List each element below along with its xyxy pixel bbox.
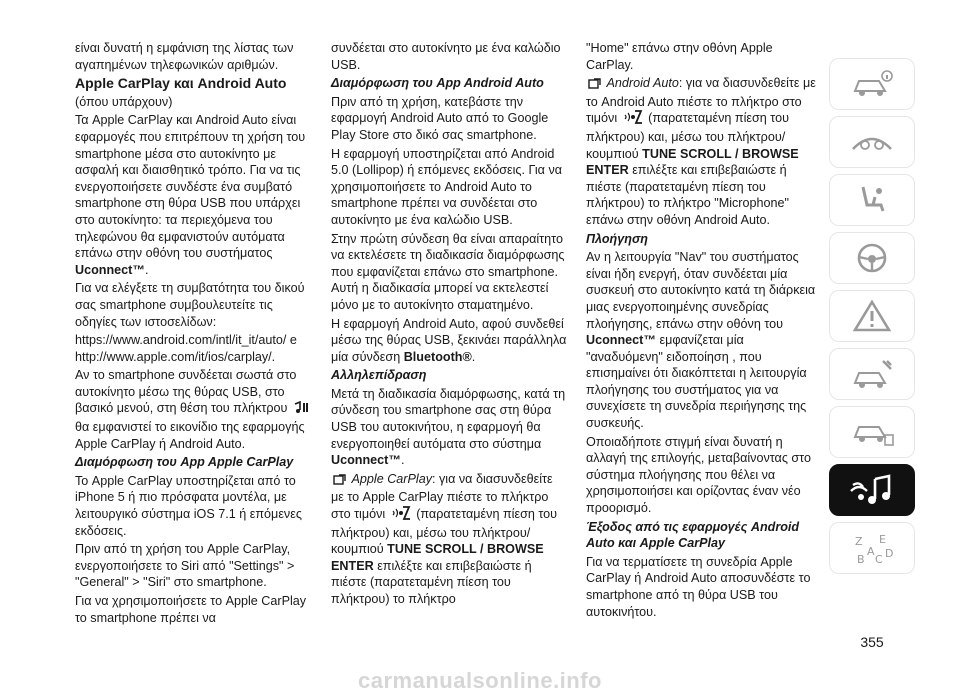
- column-3: [586, 40, 822, 622]
- tab-specs[interactable]: [829, 406, 915, 458]
- section-tabs: [829, 58, 915, 580]
- section-heading: Apple CarPlay και Android Auto: [75, 75, 287, 92]
- paragraph: Τα Apple CarPlay και Android Auto είναι εφαρμογές που επιτρέπουν τη χρήση του smartphone μέσα στο αυτοκίνητο με ασφαλή και διαισθητικό τρόπο. Για να τις ενεργοποιήσετε συνδέστε ένα συμβατό smartphone στη θύρα USB που υπάρχει στο αυτοκίνητο: τα περιεχόμενα του τηλεφώνου θα εμφανιστούν αυτόματα επάνω στην οθόνη του συστήματος Uconnect™.: [75, 113, 306, 277]
- voice-command-icon: [391, 506, 411, 525]
- music-note-icon: [293, 401, 309, 419]
- paragraph: συνδέεται στο αυτοκίνητο με ένα καλώδιο USB.: [331, 41, 561, 72]
- paragraph: Για να ελέγξετε τη συμβατότητα του δικού σας smartphone συμβουλευτείτε τις οδηγίες των ιστοσελίδων:: [75, 281, 305, 329]
- paragraph: Πριν από τη χρήση του Apple CarPlay, ενεργοποιήσετε το Siri από "Settings" > "General" > "Siri" στο smartphone.: [75, 542, 295, 590]
- steering-wheel-icon: [849, 241, 895, 275]
- index-abc-icon: [849, 531, 895, 565]
- phone-connect-icon: [588, 77, 601, 94]
- car-info-icon: [849, 67, 895, 101]
- paragraph: Η εφαρμογή υποστηρίζεται από Android 5.0 (Lollipop) ή επόμενες εκδόσεις. Για να χρησιμοποιήσετε το Android Auto το smartphone πρέπει να συνδέεται στο αυτοκίνητο με ένα καλώδιο USB.: [331, 146, 563, 227]
- subheading: Πλοήγηση: [586, 231, 648, 246]
- tab-steering[interactable]: [829, 232, 915, 284]
- subheading: Διαμόρφωση του App Android Auto: [331, 76, 544, 91]
- page-number: 355: [860, 634, 884, 650]
- paragraph: Το Apple CarPlay υποστηρίζεται από το iPhone 5 ή πιο πρόσφατα μοντέλα, με λειτουργικό σύστημα iOS 7.1 ή επόμενες εκδόσεις.: [75, 473, 302, 538]
- car-seat-icon: [849, 183, 895, 217]
- paragraph: Οποιαδήποτε στιγμή είναι δυνατή η αλλαγή της επιλογής, μεταβαίνοντας στο σύστημα πλοήγησης που θέλει να χρησιμοποιήσει και ορίζοντας έναν νέο προορισμό.: [586, 434, 811, 516]
- paragraph: Για να τερματίσετε τη συνεδρία Apple CarPlay ή Android Auto αποσυνδέστε το smartphone από τη θύρα USB του αυτοκινήτου.: [586, 554, 811, 619]
- phone-connect-icon: [333, 473, 346, 490]
- svg-text:Z: Z: [855, 535, 863, 548]
- paragraph: Η εφαρμογή Android Auto, αφού συνδεθεί μέσω της θύρας USB, ξεκινάει παράλληλα μία σύνδεση Bluetooth®.: [331, 316, 567, 364]
- warning-triangle-icon: [849, 299, 895, 333]
- tab-dashboard[interactable]: [829, 116, 915, 168]
- paragraph: "Home" επάνω στην οθόνη Apple CarPlay.: [586, 41, 773, 72]
- paragraph: (όπου υπάρχουν): [75, 94, 173, 109]
- voice-command-icon: [623, 110, 643, 129]
- tab-car-info[interactable]: [829, 58, 915, 110]
- paragraph: Apple CarPlay: για να διασυνδεθείτε με το Apple CarPlay πιέστε το πλήκτρο στο τιμόνι (παρατεταμένη πίεση του πλήκτρου) και, μέσω του πλήκτρου/κουμπιού TUNE SCROLL / BROWSE ENTER επιλέξτε και επιβεβαιώστε ή πιέστε (παρατεταμένη πίεση του πλήκτρου) το πλήκτρο: [331, 471, 558, 606]
- tab-service[interactable]: [829, 348, 915, 400]
- paragraph: Αν το smartphone συνδέεται σωστά στο αυτοκίνητο μέσω της θύρας USB, στο βασικό μενού, στη θέση του πλήκτρου θα εμφανιστεί το εικονίδιο της εφαρμογής Apple CarPlay ή Android Auto.: [75, 367, 311, 452]
- paragraph: Μετά τη διαδικασία διαμόρφωσης, κατά τη σύνδεση του smartphone σας στη θύρα USB του αυτοκινήτου, η εφαρμογή θα ενεργοποιηθεί αυτόματα στο σύστημα Uconnect™.: [331, 386, 566, 468]
- car-dashboard-icon: [849, 125, 895, 159]
- paragraph: Android Auto: για να διασυνδεθείτε με το Android Auto πιέστε το πλήκτρο στο τιμόνι (παρατεταμένη πίεση του πλήκτρου) και, μέσω του πλήκτρου/κουμπιού TUNE SCROLL / BROWSE ENTER επιλέξτε και επιβεβαιώστε ή πιέστε (παρατεταμένη πίεση του πλήκτρου) το πλήκτρο "Microphone" επάνω στην οθόνη Android Auto.: [586, 76, 816, 227]
- tab-seats[interactable]: [829, 174, 915, 226]
- svg-text:A: A: [867, 545, 875, 558]
- url-paragraph: https://www.android.com/intl/it_it/auto/ e http://www.apple.com/it/ios/carplay/.: [75, 333, 297, 364]
- svg-text:E: E: [879, 533, 886, 546]
- column-2: [331, 40, 567, 610]
- tab-multimedia[interactable]: [829, 464, 915, 516]
- tab-index[interactable]: [829, 522, 915, 574]
- svg-text:B: B: [857, 553, 865, 565]
- column-1: [75, 40, 311, 628]
- svg-text:C: C: [875, 553, 883, 565]
- subheading: Έξοδος από τις εφαρμογές Android Auto και Apple CarPlay: [586, 519, 800, 551]
- paragraph: Στην πρώτη σύνδεση θα είναι απαραίτητο να εκτελέσετε τη διαδικασία διαμόρφωσης που εμφανίζεται επάνω στο smartphone. Αυτή η διαδικασία μπορεί να εκτελεστεί μόνο με το αυτοκίνητο σταματημένο.: [331, 231, 565, 312]
- subheading: Αλληλεπίδραση: [331, 368, 427, 383]
- paragraph: Για να χρησιμοποιήσετε το Apple CarPlay το smartphone πρέπει να: [75, 594, 307, 625]
- paragraph: Πριν από τη χρήση, κατεβάστε την εφαρμογή Android Auto από το Google Play Store στο δικό σας smartphone.: [331, 94, 549, 142]
- paragraph: είναι δυνατή η εμφάνιση της λίστας των αγαπημένων τηλεφωνικών αριθμών.: [75, 41, 294, 72]
- multimedia-icon: [849, 473, 895, 507]
- car-spec-icon: [849, 415, 895, 449]
- tab-warnings[interactable]: [829, 290, 915, 342]
- car-service-icon: [849, 357, 895, 391]
- watermark: carmanualsonline.info: [358, 668, 602, 693]
- svg-text:D: D: [885, 547, 894, 560]
- subheading: Διαμόρφωση του App Apple CarPlay: [75, 455, 294, 470]
- paragraph: Αν η λειτουργία "Nav" του συστήματος είναι ήδη ενεργή, όταν συνδέεται μία συσκευή στο αυτοκίνητο κατά τη διάρκεια μιας ενεργοποιημένης συνεδρίας πλοήγησης, επάνω στην οθόνη του Uconnect™ εμφανίζεται μία "αναδυόμενη" ειδοποίηση , που επισημαίνει ότι διακόπτεται η λειτουργία πλοήγησης του συστήματος για να συνεχίσετε τη συνεδρία περιήγησης της συσκευής.: [586, 250, 816, 431]
